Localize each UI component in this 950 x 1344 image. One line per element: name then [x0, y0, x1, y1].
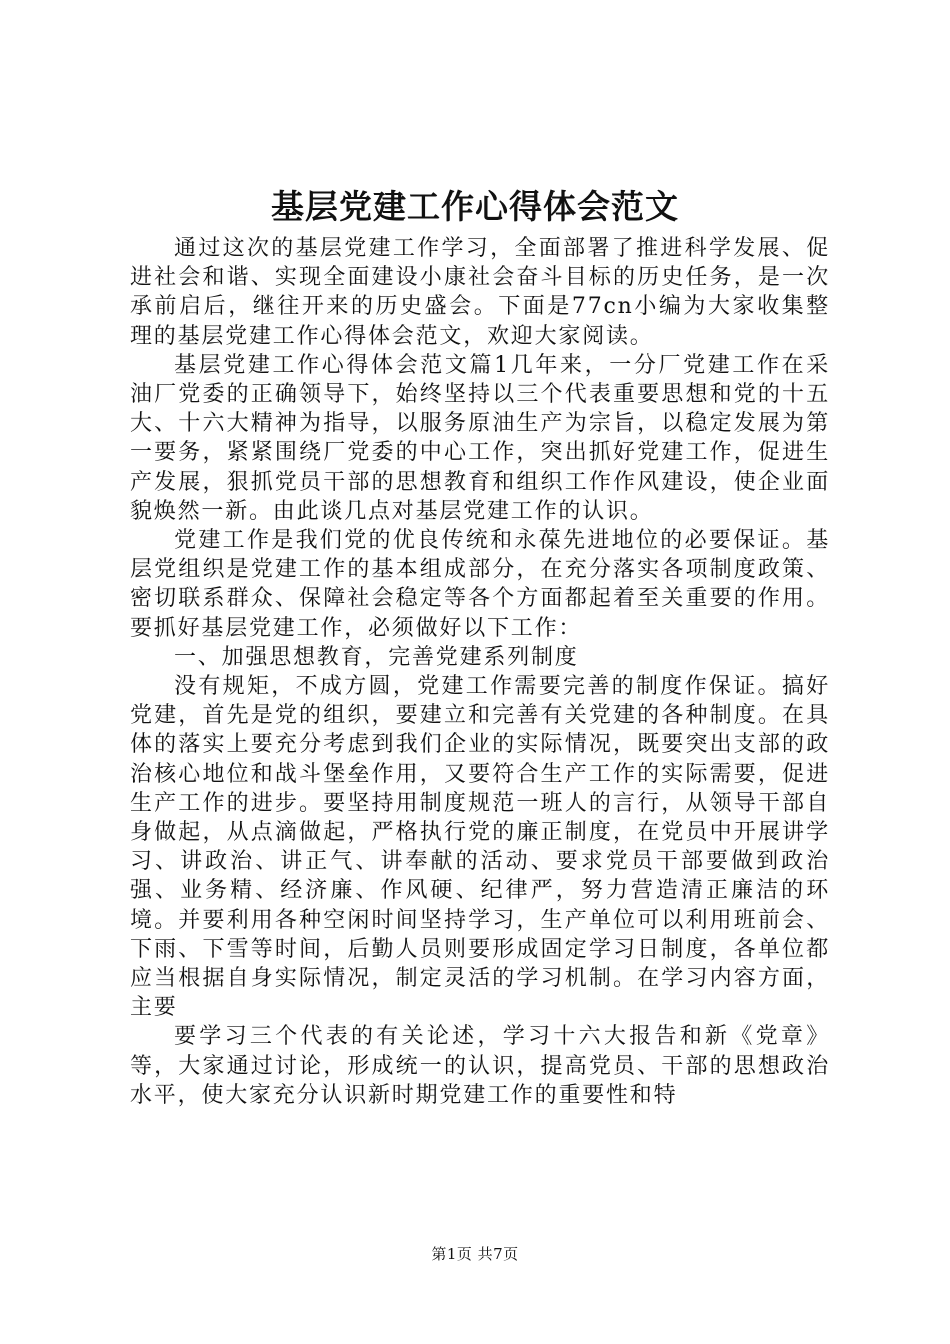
paragraph-rules: 没有规矩，不成方圆，党建工作需要完善的制度作保证。搞好党建，首先是党的组织，要建立和完善有关党建的各种制度。在具体的落实上要充分考虑到我们企业的实际情况，既要突出支部的政治核心地位和战斗堡垒作用，又要符合生产工作的实际需要，促进生产工作的进步。要坚持用制度规范一班人的言行，从领导干部自身做起，从点滴做起，严格执行党的廉正制度，在党员中开展讲学习、讲政治、讲正气、讲奉献的活动、要求党员干部要做到政治强、业务精、经济廉、作风硬、纪律严，努力营造清正廉洁的环境。并要利用各种空闲时间坚持学习，生产单位可以利用班前会、下雨、下雪等时间，后勤人员则要形成固定学习日制度，各单位都应当根据自身实际情况，制定灵活的学习机制。在学习内容方面，主要	[130, 674, 830, 1021]
document-title: 基层党建工作心得体会范文	[271, 187, 679, 226]
section-heading-1: 一、加强思想教育，完善党建系列制度	[174, 644, 579, 670]
paragraph-study: 要学习三个代表的有关论述，学习十六大报告和新《党章》等，大家通过讨论，形成统一的认识，提高党员、干部的思想政治水平，使大家充分认识新时期党建工作的重要性和特	[130, 1024, 830, 1108]
page-number-footer: 第1页 共7页	[431, 1245, 519, 1263]
paragraph-essay-1: 基层党建工作心得体会范文篇1几年来，一分厂党建工作在采油厂党委的正确领导下，始终坚持以三个代表重要思想和党的十五大、十六大精神为指导，以服务原油生产为宗旨，以稳定发展为第一要务，紧紧围绕厂党委的中心工作，突出抓好党建工作，促进生产发展，狠抓党员干部的思想教育和组织工作作风建设，使企业面貌焕然一新。由此谈几点对基层党建工作的认识。	[130, 352, 830, 524]
paragraph-importance: 党建工作是我们党的优良传统和永葆先进地位的必要保证。基层党组织是党建工作的基本组成部分，在充分落实各项制度政策、密切联系群众、保障社会稳定等各个方面都起着至关重要的作用。要抓好基层党建工作，必须做好以下工作：	[130, 528, 830, 641]
document-body	[130, 234, 830, 1110]
paragraph-intro: 通过这次的基层党建工作学习，全面部署了推进科学发展、促进社会和谐、实现全面建设小康社会奋斗目标的历史任务，是一次承前启后，继往开来的历史盛会。下面是77cn小编为大家收集整理的基层党建工作心得体会范文，欢迎大家阅读。	[130, 236, 830, 349]
